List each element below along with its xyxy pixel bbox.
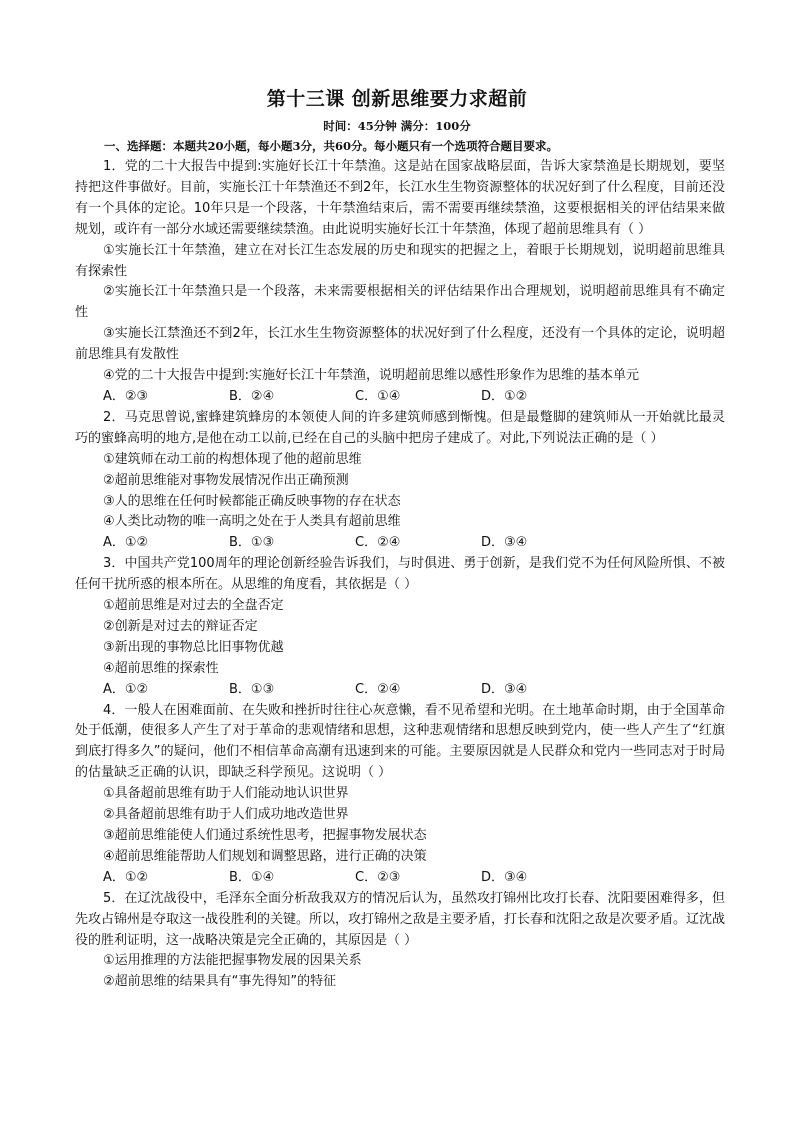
question-stem: 5．在辽沈战役中，毛泽东全面分析敌我双方的情况后认为，虽然攻打锦州比攻打长春、沈阳要困难得多，但先攻占锦州是夺取这一战役胜利的关键。所以，攻打锦州之敌是主要矛盾，打长春和沈阳之敌是次要矛盾。辽沈战役的胜利证明，这一战略决策是完全正确的，其原因是（ ） [75,890,726,948]
choice-b: B．①③ [229,681,275,697]
statement-option: ②实施长江十年禁渔只是一个段落，未来需要根据相关的评估结果作出合理规划，说明超前思维具有不确定性 [75,284,725,321]
choice-c: C．①④ [355,388,401,404]
statement-option: ①建筑师在动工前的构想体现了他的超前思维 [103,451,362,467]
statement-option: ①实施长江十年禁渔，建立在对长江生态发展的历史和现实的把握之上，着眼于长期规划，说明超前思维具有探索性 [75,242,725,279]
choice-b: B．①④ [229,869,275,885]
choice-d: D．③④ [481,869,528,885]
question-stem: 3．中国共产党100周年的理论创新经验告诉我们，与时俱进、勇于创新，是我们党不为任何风险所惧、不被任何干扰所惑的根本所在。从思维的角度看，其依据是（ ） [75,556,725,593]
statement-option: ①运用推理的方法能把握事物发展的因果关系 [103,953,362,969]
statement-option: ②具备超前思维有助于人们成功地改造世界 [103,807,349,823]
statement-option: ③新出现的事物总比旧事物优越 [103,639,284,655]
statement-option: ②超前思维的结果具有“事先得知”的特征 [103,974,337,990]
statement-option: ④人类比动物的唯一高明之处在于人类具有超前思维 [103,514,401,530]
choice-c: C．②④ [355,535,401,551]
choice-a: A．①② [103,869,149,885]
question-stem: 4．一般人在困难面前、在失败和挫折时往往心灰意懒，看不见希望和光明。在土地革命时期，由于全国革命处于低潮，使很多人产生了对于革命的悲观情绪和思想，这种悲观情绪和思想反映到党内，使一些人产生了“红旗到底打得多久”的疑问，他们不相信革命高潮有迅速到来的可能。主要原因就是人民群众和党内一些同志对于时局的估量缺乏正确的认识，即缺乏科学预见。这说明（ ） [75,702,725,781]
question-1 [75,157,725,408]
choice-a: A．①② [103,535,149,551]
answer-choices [75,533,725,554]
question-list [75,157,725,993]
section-instruction: 一、选择题：本题共20小题，每小题3分，共60分。每小题只有一个选项符合题目要求。 [104,139,559,153]
question-2 [75,408,725,554]
answer-choices [75,868,725,889]
question-3 [75,554,725,700]
question-5 [75,889,725,994]
statement-option: ③实施长江禁渔还不到2年，长江水生生物资源整体的状况好到了什么程度，还没有一个具体的定论，说明超前思维具有发散性 [75,326,725,363]
choice-b: B．①③ [229,535,275,551]
statement-option: ③超前思维能使人们通过系统性思考，把握事物发展状态 [103,828,427,843]
statement-option: ②创新是对过去的辩证否定 [103,618,258,634]
question-4 [75,701,725,889]
answer-choices [75,680,725,701]
choice-a: A．②③ [103,388,149,404]
choice-d: D．③④ [481,681,528,697]
statement-option: ①具备超前思维有助于人们能动地认识世界 [103,786,349,802]
page-title: 第十三课 创新思维要力求超前 [266,88,528,110]
choice-c: C．②④ [355,681,401,697]
statement-option: ④党的二十大报告中提到:实施好长江十年禁渔，说明超前思维以感性形象作为思维的基本单元 [103,368,640,384]
choice-b: B．②④ [229,388,275,404]
choice-a: A．①② [103,681,149,697]
statement-option: ①超前思维是对过去的全盘否定 [103,598,284,614]
choice-d: D．①② [481,388,528,404]
question-stem: 2．马克思曾说,蜜蜂建筑蜂房的本领使人间的许多建筑师感到惭愧。但是最蹩脚的建筑师从一开始就比最灵巧的蜜蜂高明的地方,是他在动工以前,已经在自己的头脑中把房子建成了。对此,下列说法正确的是（ ） [75,409,725,446]
statement-option: ③人的思维在任何时候都能正确反映事物的存在状态 [103,493,401,509]
statement-option: ④超前思维能帮助人们规划和调整思路，进行正确的决策 [103,848,427,864]
question-stem: 1．党的二十大报告中提到:实施好长江十年禁渔。这是站在国家战略层面，告诉大家禁渔是长期规划，要坚持把这件事做好。目前，实施长江十年禁渔还不到2年，长江水生生物资源整体的状况好到了什么程度，目前还没有一个具体的定论。10年只是一个段落，十年禁渔结束后，需不需要再继续禁渔，这要根据相关的评估结果来做规划，或许有一部分水域还需要继续禁渔。由此说明实施好长江十年禁渔，体现了超前思维具有（ ） [75,159,725,237]
choice-c: C．②③ [355,869,401,885]
exam-meta: 时间：45分钟 满分：100分 [323,119,471,133]
answer-choices [75,387,725,408]
choice-d: D．③④ [481,535,528,551]
statement-option: ④超前思维的探索性 [103,660,219,676]
statement-option: ②超前思维能对事物发展情况作出正确预测 [103,472,349,488]
